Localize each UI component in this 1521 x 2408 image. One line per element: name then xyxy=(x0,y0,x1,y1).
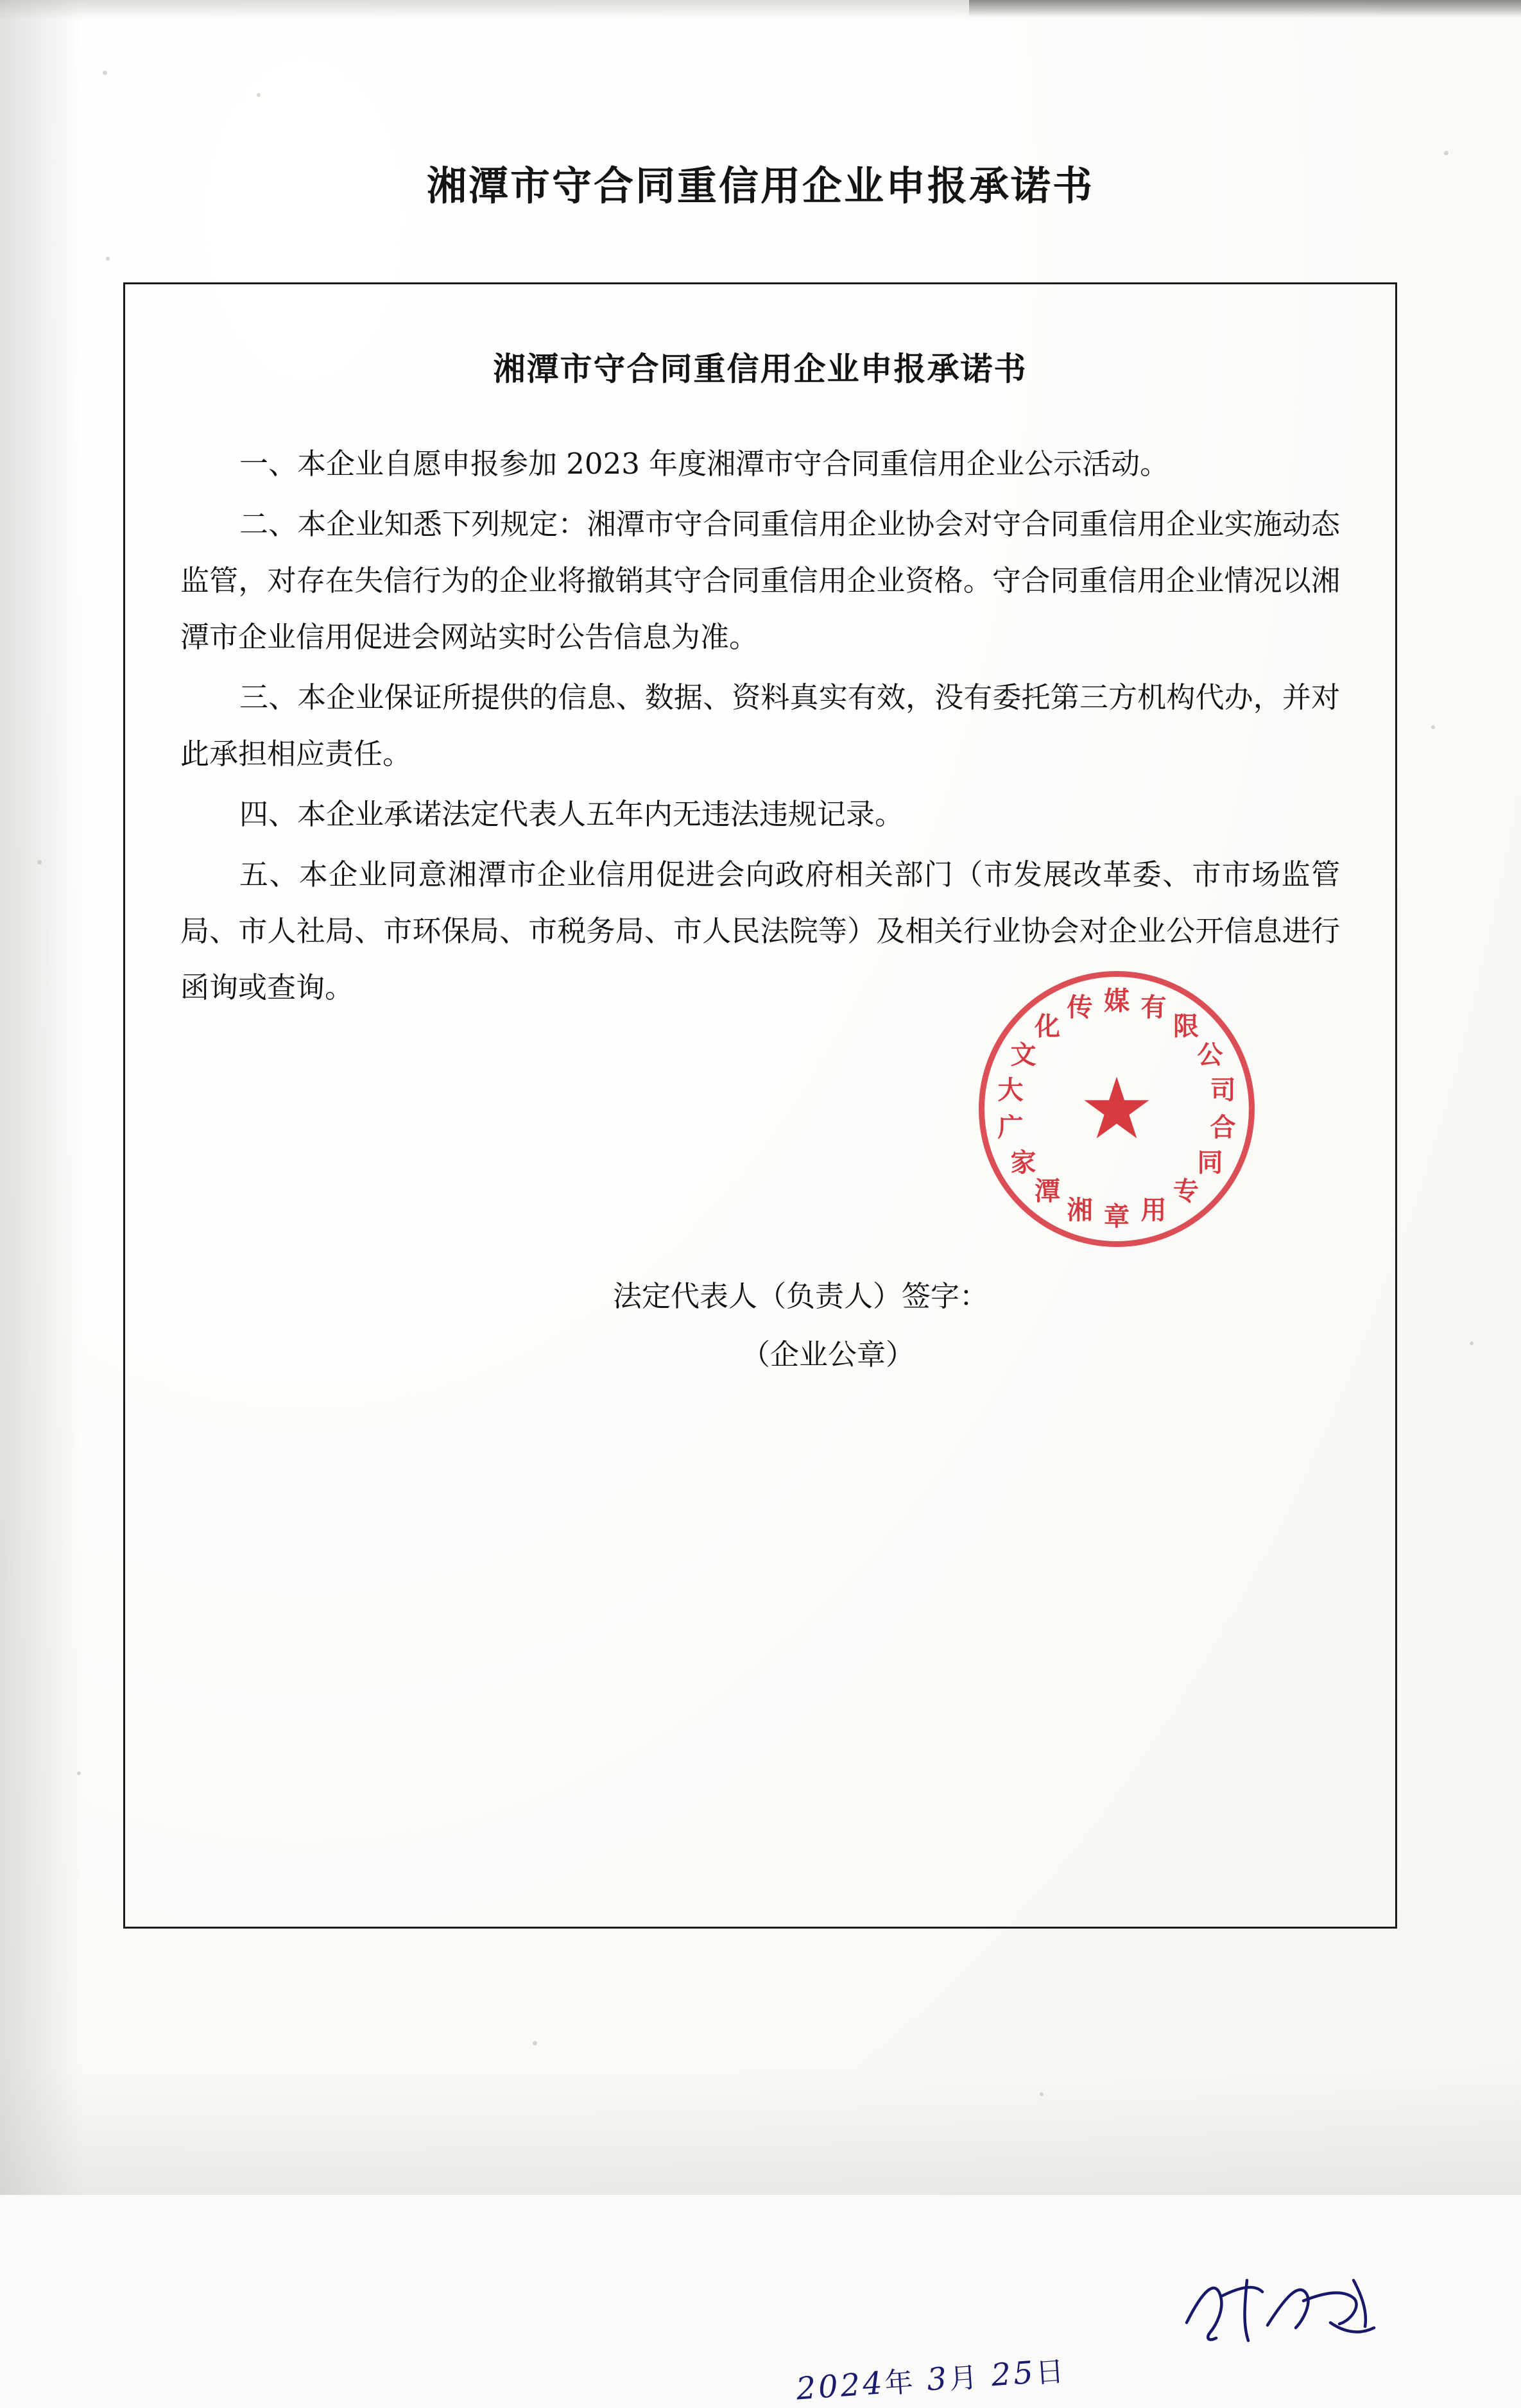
handwritten-year-label: 年 xyxy=(883,2365,917,2401)
signature-block xyxy=(125,1273,1395,2407)
scan-speck xyxy=(257,93,261,97)
seal-char: 有 xyxy=(1140,992,1167,1023)
handwritten-month-label: 月 xyxy=(948,2361,981,2396)
clause-paragraph-1: 一、本企业自愿申报参加 2023 年度湘潭市守合同重信用企业公示活动。 xyxy=(239,447,1169,481)
document-frame xyxy=(123,282,1397,2407)
seal-char: 司 xyxy=(1210,1074,1236,1105)
handwritten-signature xyxy=(1178,2261,1389,2364)
scan-left-shadow xyxy=(0,0,83,2195)
scan-corner-shadow xyxy=(969,0,1521,17)
document-heading: 湘潭市守合同重信用企业申报承诺书 xyxy=(493,350,1027,388)
seal-char: 家 xyxy=(1010,1148,1036,1178)
seal-char: 章 xyxy=(1104,1201,1130,1232)
seal-char: 文 xyxy=(1010,1040,1036,1070)
seal-star-icon: ★ xyxy=(1078,1060,1155,1158)
scan-speck xyxy=(1470,1341,1474,1345)
scan-speck xyxy=(533,2041,537,2045)
clause-paragraph-4: 四、本企业承诺法定代表人五年内无违法违规记录。 xyxy=(239,797,904,831)
seal-char: 湘 xyxy=(1067,1194,1093,1225)
seal-char: 大 xyxy=(997,1074,1024,1105)
seal-char: 限 xyxy=(1173,1011,1199,1042)
page-title: 湘潭市守合同重信用企业申报承诺书 xyxy=(426,162,1094,209)
clause-paragraph-3: 三、本企业保证所提供的信息、数据、资料真实有效，没有委托第三方机构代办，并对此承担相应责任。 xyxy=(180,680,1340,771)
handwritten-day-label: 日 xyxy=(1034,2355,1068,2390)
scan-speck xyxy=(1040,2092,1044,2096)
seal-char: 广 xyxy=(997,1112,1024,1143)
seal-char: 潭 xyxy=(1035,1176,1061,1207)
handwritten-year: 2024 xyxy=(795,2365,886,2407)
scan-speck xyxy=(106,257,110,261)
handwritten-day: 25 xyxy=(990,2354,1037,2394)
seal-char: 公 xyxy=(1197,1040,1223,1070)
clause-paragraph-2: 二、本企业知悉下列规定：湘潭市守合同重信用企业协会对守合同重信用企业实施动态监管，对存在失信行为的企业将撤销其守合同重信用企业资格。守合同重信用企业情况以湘潭市企业信用促进会网站实时公告信息为准。 xyxy=(180,507,1340,654)
seal-char: 用 xyxy=(1140,1194,1167,1225)
handwritten-date xyxy=(795,2348,1067,2407)
seal-char: 传 xyxy=(1067,992,1093,1023)
scan-speck xyxy=(1431,725,1435,729)
handwritten-month: 3 xyxy=(925,2361,950,2398)
scan-bottom-shadow xyxy=(0,2067,1521,2195)
scan-speck xyxy=(103,71,107,75)
seal-char: 同 xyxy=(1197,1148,1223,1178)
document-body xyxy=(180,436,1340,1016)
seal-char: 合 xyxy=(1210,1112,1236,1143)
seal-char: 媒 xyxy=(1104,986,1130,1016)
company-seal-label: （企业公章） xyxy=(741,1337,915,1372)
scan-speck xyxy=(37,860,42,864)
legal-representative-signature-label: 法定代表人（负责人）签字： xyxy=(613,1279,989,1313)
scan-speck xyxy=(77,1771,81,1775)
seal-char: 专 xyxy=(1173,1176,1199,1207)
clause-paragraph-5: 五、本企业同意湘潭市企业信用促进会向政府相关部门（市发展改革委、市市场监管局、市人社局、市环保局、市税务局、市人民法院等）及相关行业协会对企业公开信息进行函询或查询。 xyxy=(180,857,1340,1004)
seal-char: 化 xyxy=(1035,1011,1061,1042)
